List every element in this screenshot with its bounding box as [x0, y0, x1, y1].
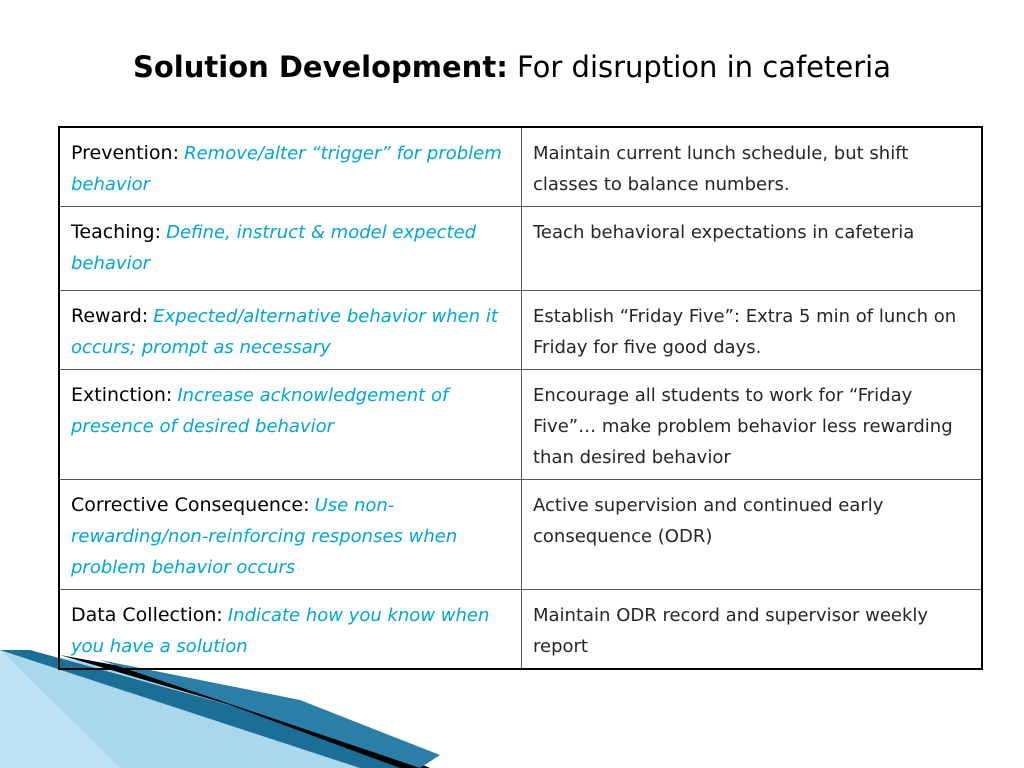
strategy-label-cell — [59, 127, 522, 207]
title-regular-part: For disruption in cafeteria — [517, 50, 891, 84]
slide-title — [0, 50, 1024, 84]
table-row — [59, 590, 982, 670]
strategy-description: Expected/alternative behavior when it occurs; prompt as necessary — [71, 306, 498, 358]
strategy-label-cell — [59, 590, 522, 670]
strategy-description: Indicate how you know when you have a solution — [71, 605, 490, 657]
solution-table — [58, 126, 983, 670]
title-bold-part: Solution Development: — [133, 50, 508, 84]
table-row — [59, 207, 982, 291]
strategy-description: Increase acknowledgement of presence of desired behavior — [71, 385, 449, 437]
strategy-label-cell — [59, 207, 522, 291]
table-row — [59, 480, 982, 590]
strategy-term: Teaching: — [71, 221, 161, 243]
strategy-term: Reward: — [71, 305, 149, 327]
solution-cell: Establish “Friday Five”: Extra 5 min of lunch on Friday for five good days. — [522, 291, 983, 370]
table-row — [59, 370, 982, 480]
table-row — [59, 127, 982, 207]
strategy-description: Remove/alter “trigger” for problem behavior — [71, 143, 502, 195]
strategy-label-cell — [59, 480, 522, 590]
strategy-label-cell — [59, 370, 522, 480]
solution-cell: Maintain current lunch schedule, but shift classes to balance numbers. — [522, 127, 983, 207]
table-row — [59, 291, 982, 370]
strategy-description: Define, instruct & model expected behavior — [71, 222, 477, 274]
strategy-term: Corrective Consequence: — [71, 494, 310, 516]
solution-cell: Encourage all students to work for “Friday Five”… make problem behavior less rewarding than desired behavior — [522, 370, 983, 480]
strategy-term: Prevention: — [71, 142, 179, 164]
solution-cell: Active supervision and continued early consequence (ODR) — [522, 480, 983, 590]
strategy-term: Data Collection: — [71, 604, 223, 626]
solution-cell: Teach behavioral expectations in cafeteria — [522, 207, 983, 291]
solution-cell: Maintain ODR record and supervisor weekly report — [522, 590, 983, 670]
strategy-term: Extinction: — [71, 384, 173, 406]
strategy-label-cell — [59, 291, 522, 370]
strategy-description: Use non-rewarding/non-reinforcing responses when problem behavior occurs — [71, 495, 458, 578]
